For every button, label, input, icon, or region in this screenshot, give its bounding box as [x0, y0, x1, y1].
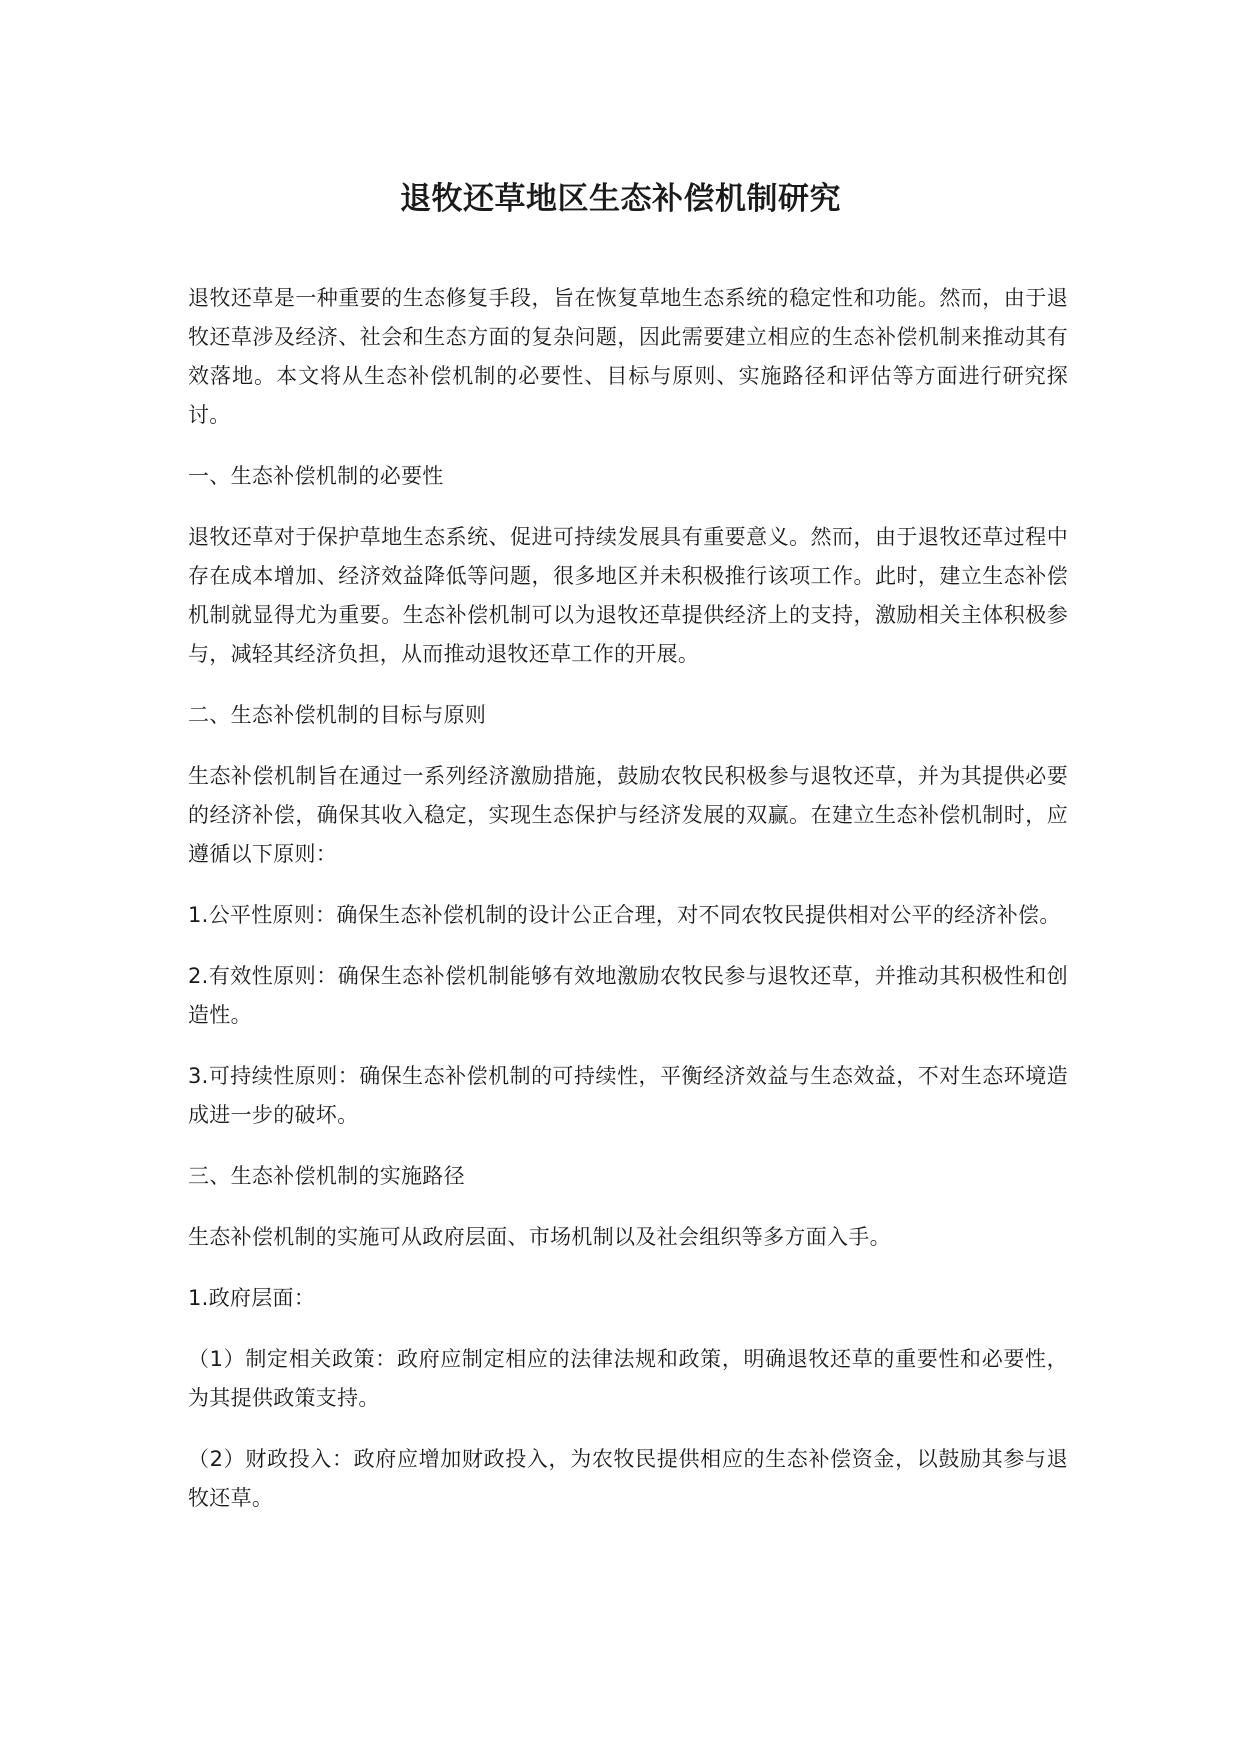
intro-paragraph: 退牧还草是一种重要的生态修复手段，旨在恢复草地生态系统的稳定性和功能。然而，由于退牧还草涉及经济、社会和生态方面的复杂问题，因此需要建立相应的生态补偿机制来推动其有效落地。本文将从生态补偿机制的必要性、目标与原则、实施路径和评估等方面进行研究探讨。 — [188, 286, 1068, 427]
section-heading-implementation: 三、生态补偿机制的实施路径 — [188, 1164, 465, 1188]
fiscal-investment-item: （2）财政投入：政府应增加财政投入，为农牧民提供相应的生态补偿资金，以鼓励其参与退牧还草。 — [188, 1447, 1068, 1510]
necessity-paragraph: 退牧还草对于保护草地生态系统、促进可持续发展具有重要意义。然而，由于退牧还草过程中存在成本增加、经济效益降低等问题，很多地区并未积极推行该项工作。此时，建立生态补偿机制就显得尤为重要。生态补偿机制可以为退牧还草提供经济上的支持，激励相关主体积极参与，减轻其经济负担，从而推动退牧还草工作的开展。 — [188, 525, 1068, 666]
implementation-paragraph: 生态补偿机制的实施可从政府层面、市场机制以及社会组织等多方面入手。 — [188, 1225, 891, 1249]
principle-fairness: 1.公平性原则：确保生态补偿机制的设计公正合理，对不同农牧民提供相对公平的经济补偿。 — [188, 903, 1061, 927]
policy-item: （1）制定相关政策：政府应制定相应的法律法规和政策，明确退牧还草的重要性和必要性，为其提供政策支持。 — [188, 1347, 1068, 1410]
principle-effectiveness: 2.有效性原则：确保生态补偿机制能够有效地激励农牧民参与退牧还草，并推动其积极性和创造性。 — [188, 964, 1068, 1027]
section-heading-goals-principles: 二、生态补偿机制的目标与原则 — [188, 703, 487, 727]
goals-paragraph: 生态补偿机制旨在通过一系列经济激励措施，鼓励农牧民积极参与退牧还草，并为其提供必要的经济补偿，确保其收入稳定，实现生态保护与经济发展的双赢。在建立生态补偿机制时，应遵循以下原则： — [188, 764, 1068, 866]
government-level-heading: 1.政府层面： — [188, 1286, 316, 1310]
section-heading-necessity: 一、生态补偿机制的必要性 — [188, 464, 444, 488]
document-body — [188, 279, 1068, 1540]
document-title: 退牧还草地区生态补偿机制研究 — [400, 181, 841, 217]
principle-sustainability: 3.可持续性原则：确保生态补偿机制的可持续性，平衡经济效益与生态效益，不对生态环境造成进一步的破坏。 — [188, 1064, 1068, 1127]
